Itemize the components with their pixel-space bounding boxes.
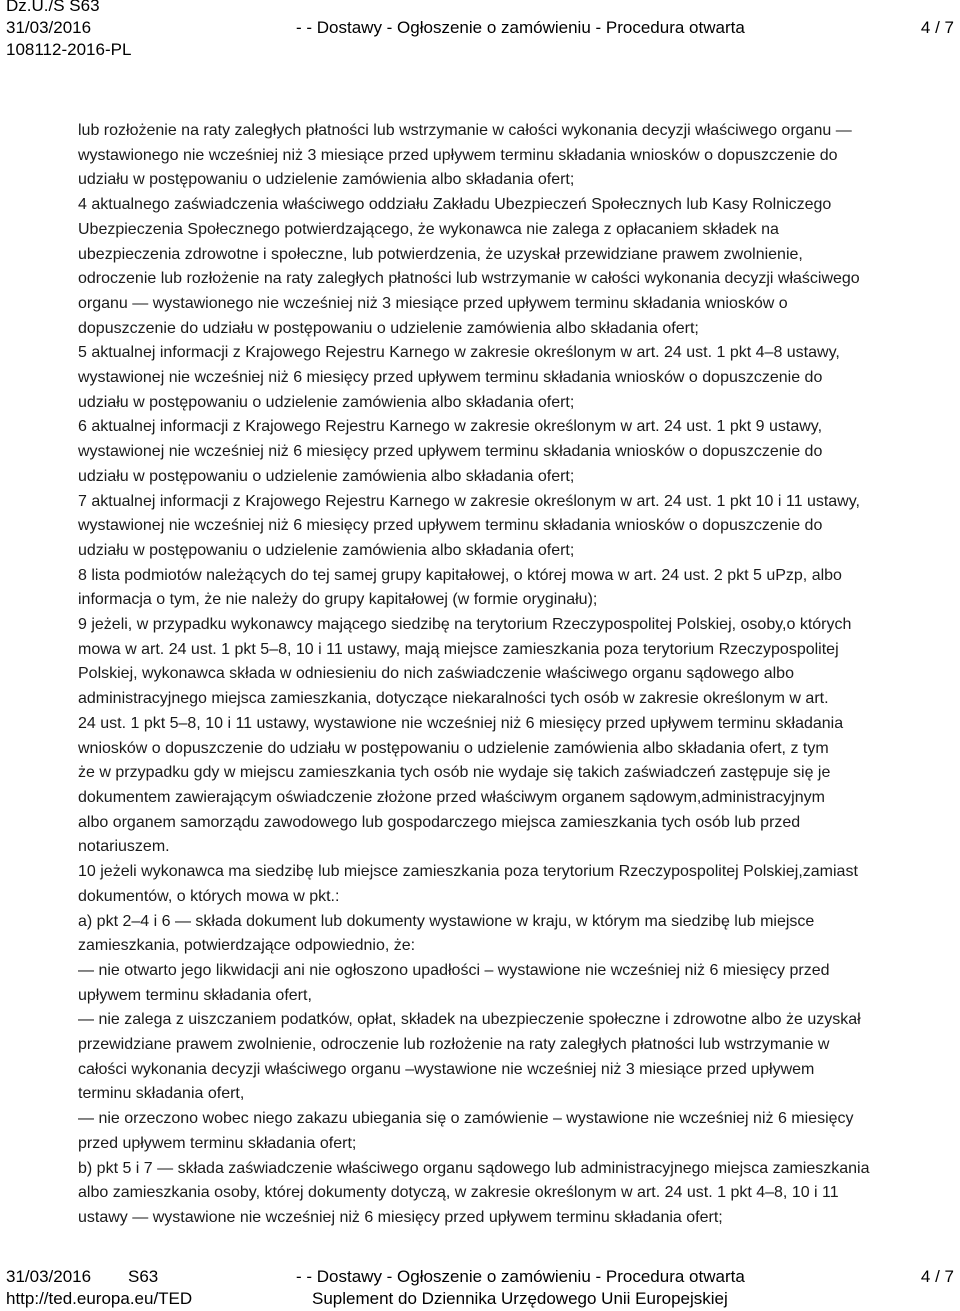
text-line: upływem terminu składania ofert, [78, 986, 312, 1004]
text-line: 5 aktualnej informacji z Krajowego Rejestru Karnego w zakresie określonym w art. 24 ust. 1 pkt 4–8 ustawy, [78, 344, 840, 362]
text-line: Polskiej, wykonawca składa w odniesieniu do nich zaświadczenie właściwego organu sądowego albo [78, 665, 794, 683]
text-line: organu — wystawionego nie wcześniej niż 3 miesiące przed upływem terminu składania wniosków o [78, 294, 788, 312]
footer-title: - - Dostawy - Ogłoszenie o zamówieniu - Procedura otwarta [296, 1267, 745, 1286]
text-line: wystawionej nie wcześniej niż 6 miesięcy przed upływem terminu składania wniosków o dopuszczenie do [78, 517, 823, 535]
text-line: albo zamieszkania osoby, której dokumenty dotyczą, w zakresie określonym w art. 24 ust. 1 pkt 4–8, 10 i 11 [78, 1184, 839, 1202]
text-line: 7 aktualnej informacji z Krajowego Rejestru Karnego w zakresie określonym w art. 24 ust. 1 pkt 10 i 11 ustawy, [78, 492, 860, 510]
text-line: udziału w postępowaniu o udzielenie zamówienia albo składania ofert; [78, 467, 575, 485]
text-line: 4 aktualnego zaświadczenia właściwego oddziału Zakładu Ubezpieczeń Społecznych lub Kasy Rolniczego [78, 196, 832, 214]
text-line: dokumentem zawierającym oświadczenie złożone przed właściwym organem sądowym,administracyjnym [78, 788, 825, 806]
text-line: udziału w postępowaniu o udzielenie zamówienia albo składania ofert; [78, 541, 575, 559]
text-line: przewidziane prawem zwolnienie, odroczenie lub rozłożenie na raty zaległych płatności lub wstrzymanie w [78, 1036, 830, 1054]
text-line: dokumentów, o których mowa w pkt.: [78, 887, 340, 905]
text-line: udziału w postępowaniu o udzielenie zamówienia albo składania ofert; [78, 393, 575, 411]
text-line: ustawy — wystawione nie wcześniej niż 6 miesięcy przed upływem terminu składania ofert; [78, 1208, 723, 1226]
text-line: albo organem samorządu zawodowego lub gospodarczego miejsca zamieszkania tych osób lub przed [78, 813, 801, 831]
header-title: - - Dostawy - Ogłoszenie o zamówieniu - Procedura otwarta [296, 18, 745, 37]
text-line: całości wykonania decyzji właściwego organu –wystawione nie wcześniej niż 3 miesiące przed upływem [78, 1060, 815, 1078]
text-line: że w przypadku gdy w miejscu zamieszkania tych osób nie wydaje się takich zaświadczeń zastępuje się je [78, 764, 831, 782]
text-line: — nie zalega z uiszczaniem podatków, opłat, składek na ubezpieczenie społeczne i zdrowotne albo że uzyskał [78, 1011, 861, 1029]
text-line: 10 jeżeli wykonawca ma siedzibę lub miejsce zamieszkania poza terytorium Rzeczypospolitej Polskiej,zamiast [78, 863, 858, 881]
text-line: przed upływem terminu składania ofert; [78, 1134, 357, 1152]
text-line: odroczenie lub rozłożenie na raty zaległych płatności lub wstrzymanie w całości wykonania decyzji właściwego [78, 270, 860, 288]
text-line: a) pkt 2–4 i 6 — składa dokument lub dokumenty wystawione w kraju, w którym ma siedzibę lub miejsce [78, 912, 815, 930]
header-date: 31/03/2016 [6, 18, 92, 37]
text-line: — nie otwarto jego likwidacji ani nie ogłoszono upadłości – wystawione nie wcześniej niż 6 miesięcy przed [78, 961, 830, 979]
text-line: wystawionego nie wcześniej niż 3 miesiące przed upływem terminu składania wniosków o dopuszczenie do [78, 146, 838, 164]
header-page-number: 4 / 7 [920, 18, 954, 37]
text-line: wniosków o dopuszczenie do udziału w postępowaniu o udzielenie zamówienia albo składania ofert, z tym [78, 739, 829, 757]
text-line: terminu składania ofert, [78, 1085, 245, 1103]
footer-journal: Suplement do Dziennika Urzędowego Unii Europejskiej [312, 1289, 728, 1308]
text-line: udziału w postępowaniu o udzielenie zamówienia albo składania ofert; [78, 171, 575, 189]
text-line: zamieszkania, potwierdzające odpowiednio, że: [78, 937, 416, 955]
text-line: administracyjnego miejsca zamieszkania, dotyczące niekaralności tych osób w zakresie określonym w art. [78, 690, 829, 708]
text-line: wystawionej nie wcześniej niż 6 miesięcy przed upływem terminu składania wniosków o dopuszczenie do [78, 369, 823, 387]
text-line: wystawionej nie wcześniej niż 6 miesięcy przed upływem terminu składania wniosków o dopuszczenie do [78, 443, 823, 461]
text-line: lub rozłożenie na raty zaległych płatności lub wstrzymanie w całości wykonania decyzji właściwego organu — [78, 122, 852, 139]
page-header [0, 0, 960, 62]
footer-section: S63 [128, 1267, 159, 1286]
text-line: 9 jeżeli, w przypadku wykonawcy mającego siedzibę na terytorium Rzeczypospolitej Polskiej, osoby,o których [78, 616, 852, 634]
text-line: b) pkt 5 i 7 — składa zaświadczenie właściwego organu sądowego lub administracyjnego miejsca zamieszkania [78, 1159, 870, 1177]
text-line: mowa w art. 24 ust. 1 pkt 5–8, 10 i 11 ustawy, mają miejsce zamieszkania poza terytorium Rzeczypospolitej [78, 640, 839, 658]
header-reference: 108112-2016-PL [6, 40, 132, 59]
text-line: — nie orzeczono wobec niego zakazu ubiegania się o zamówienie – wystawione nie wcześniej niż 6 miesięcy [78, 1110, 854, 1128]
footer-page-number: 4 / 7 [920, 1267, 954, 1286]
footer-date: 31/03/2016 [6, 1267, 92, 1286]
text-line: Ubezpieczenia Społecznego potwierdzającego, że wykonawca nie zalega z opłacaniem składek na [78, 220, 779, 238]
text-line: 24 ust. 1 pkt 5–8, 10 i 11 ustawy, wystawione nie wcześniej niż 6 miesięcy przed upływem terminu składania [78, 714, 844, 732]
page-footer [0, 1267, 960, 1311]
text-line: 8 lista podmiotów należących do tej samej grupy kapitałowej, o której mowa w art. 24 ust. 2 pkt 5 uPzp, albo [78, 566, 842, 584]
footer-url[interactable]: http://ted.europa.eu/TED [6, 1289, 193, 1308]
text-line: dopuszczenie do udziału w postępowaniu o udzielenie zamówienia albo składania ofert; [78, 319, 699, 337]
text-line: notariuszem. [78, 838, 170, 856]
text-line: ubezpieczenia zdrowotne i społeczne, lub potwierdzenia, że uzyskał przewidziane prawem zwolnienie, [78, 245, 803, 263]
text-line: 6 aktualnej informacji z Krajowego Rejestru Karnego w zakresie określonym w art. 24 ust. 1 pkt 9 ustawy, [78, 418, 823, 436]
text-line: informacja o tym, że nie należy do grupy kapitałowej (w formie oryginału); [78, 591, 598, 609]
doc-id: Dz.U./S S63 [6, 0, 100, 15]
document-body [78, 119, 950, 1231]
